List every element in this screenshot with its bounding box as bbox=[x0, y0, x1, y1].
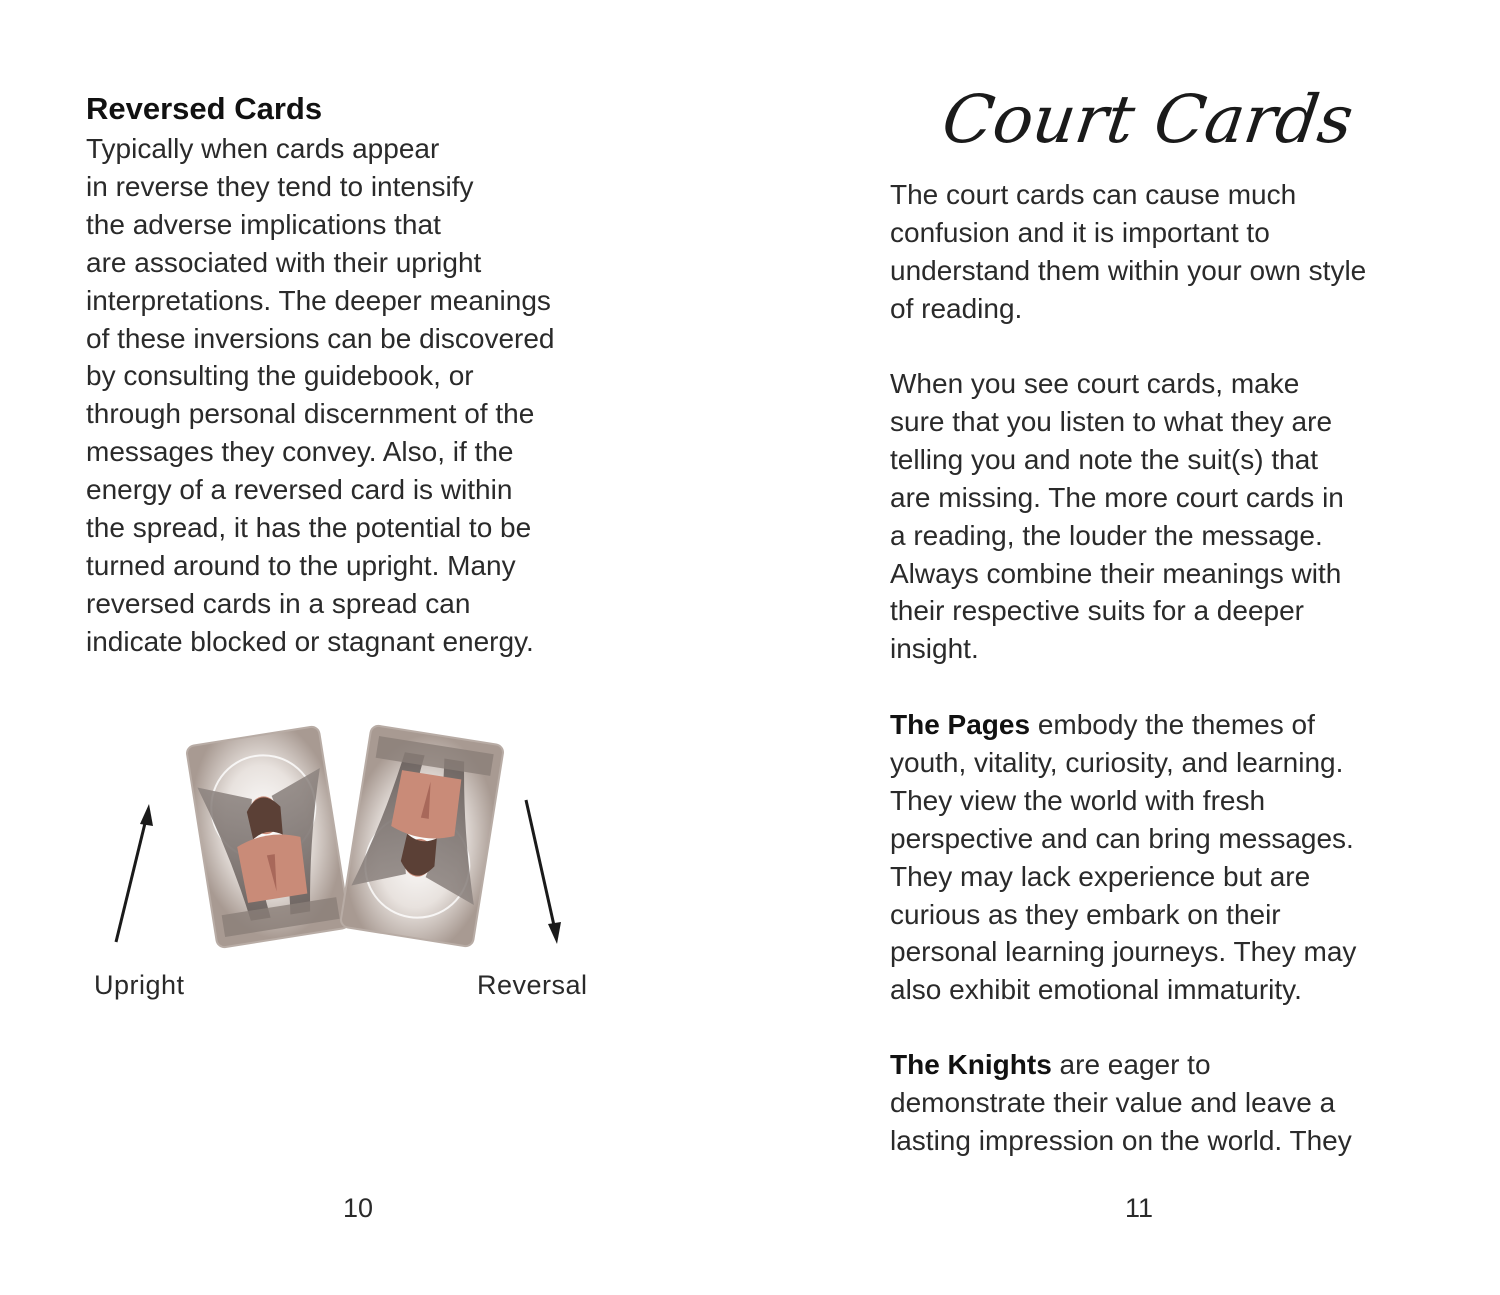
paragraph-line: are missing. The more court cards in bbox=[890, 481, 1344, 513]
paragraph-line: Typically when cards appear bbox=[86, 133, 440, 164]
section-heading-reversed-cards: Reversed Cards bbox=[86, 91, 323, 126]
court-cards-title bbox=[937, 80, 1358, 162]
paragraph-line: interpretations. The deeper meanings bbox=[86, 284, 551, 316]
paragraph-line: reversed cards in a spread can bbox=[86, 587, 471, 619]
pages-lead: The Pages bbox=[890, 709, 1031, 740]
reversal-caption: Reversal bbox=[477, 970, 588, 1000]
paragraph-line bbox=[890, 706, 1356, 744]
paragraph-line: Always combine their meanings with bbox=[890, 557, 1342, 589]
court-cards-second-paragraph bbox=[890, 365, 1344, 668]
paragraph-line: telling you and note the suit(s) that bbox=[890, 443, 1319, 475]
paragraph-line: perspective and can bring messages. bbox=[890, 822, 1354, 854]
paragraph-line: confusion and it is important to bbox=[890, 216, 1270, 248]
paragraph-line: When you see court cards, make bbox=[890, 368, 1300, 399]
knights-paragraph bbox=[890, 1046, 1352, 1160]
paragraph-line: of these inversions can be discovered bbox=[86, 322, 555, 354]
paragraph-line: their respective suits for a deeper bbox=[890, 595, 1304, 627]
paragraph-line: the adverse implications that bbox=[86, 208, 441, 240]
paragraph-line: The court cards can cause much bbox=[890, 179, 1297, 210]
paragraph-line: energy of a reversed card is within bbox=[86, 474, 513, 506]
paragraph-line: understand them within your own style bbox=[890, 254, 1367, 286]
paragraph-line: also exhibit emotional immaturity. bbox=[890, 974, 1302, 1006]
knights-lead: The Knights bbox=[890, 1049, 1052, 1080]
arrow-up-icon bbox=[116, 804, 153, 942]
paragraph-line: They view the world with fresh bbox=[890, 784, 1266, 816]
paragraph-line: a reading, the louder the message. bbox=[890, 519, 1323, 551]
paragraph-line: by consulting the guidebook, or bbox=[86, 360, 474, 392]
paragraph-line: personal learning journeys. They may bbox=[890, 936, 1357, 968]
paragraph-line: are associated with their upright bbox=[86, 246, 482, 278]
paragraph-line: the spread, it has the potential to be bbox=[86, 512, 532, 544]
arrow-down-icon bbox=[526, 800, 561, 944]
paragraph-line: sure that you listen to what they are bbox=[890, 405, 1333, 437]
reversed-card-image bbox=[340, 725, 504, 947]
paragraph-line: demonstrate their value and leave a bbox=[890, 1086, 1336, 1118]
page-number-right: 11 bbox=[1125, 1193, 1154, 1223]
paragraph-line: through personal discernment of the bbox=[86, 398, 535, 430]
reversed-cards-paragraph bbox=[86, 130, 555, 661]
knights-first-line: are eager to bbox=[1051, 1049, 1211, 1080]
upright-caption: Upright bbox=[94, 970, 185, 1000]
paragraph-line: indicate blocked or stagnant energy. bbox=[86, 625, 534, 657]
paragraph-line: messages they convey. Also, if the bbox=[86, 436, 514, 468]
upright-reversal-illustration bbox=[90, 720, 610, 960]
paragraph-line: youth, vitality, curiosity, and learning. bbox=[890, 746, 1344, 778]
paragraph-line: of reading. bbox=[890, 292, 1023, 324]
paragraph-line: in reverse they tend to intensify bbox=[86, 170, 474, 202]
paragraph-line bbox=[890, 1046, 1352, 1084]
page-number-left: 10 bbox=[343, 1193, 374, 1223]
paragraph-line: They may lack experience but are bbox=[890, 860, 1311, 892]
pages-first-line: embody the themes of bbox=[1030, 709, 1315, 740]
pages-paragraph bbox=[890, 706, 1356, 1009]
upright-card-image bbox=[186, 726, 350, 948]
paragraph-line: turned around to the upright. Many bbox=[86, 549, 516, 581]
court-cards-intro-paragraph bbox=[890, 176, 1366, 328]
court-cards-title-text: Court Cards bbox=[937, 80, 1358, 158]
paragraph-line: curious as they embark on their bbox=[890, 898, 1281, 930]
paragraph-line: lasting impression on the world. They bbox=[890, 1124, 1352, 1156]
paragraph-line: insight. bbox=[890, 633, 979, 665]
